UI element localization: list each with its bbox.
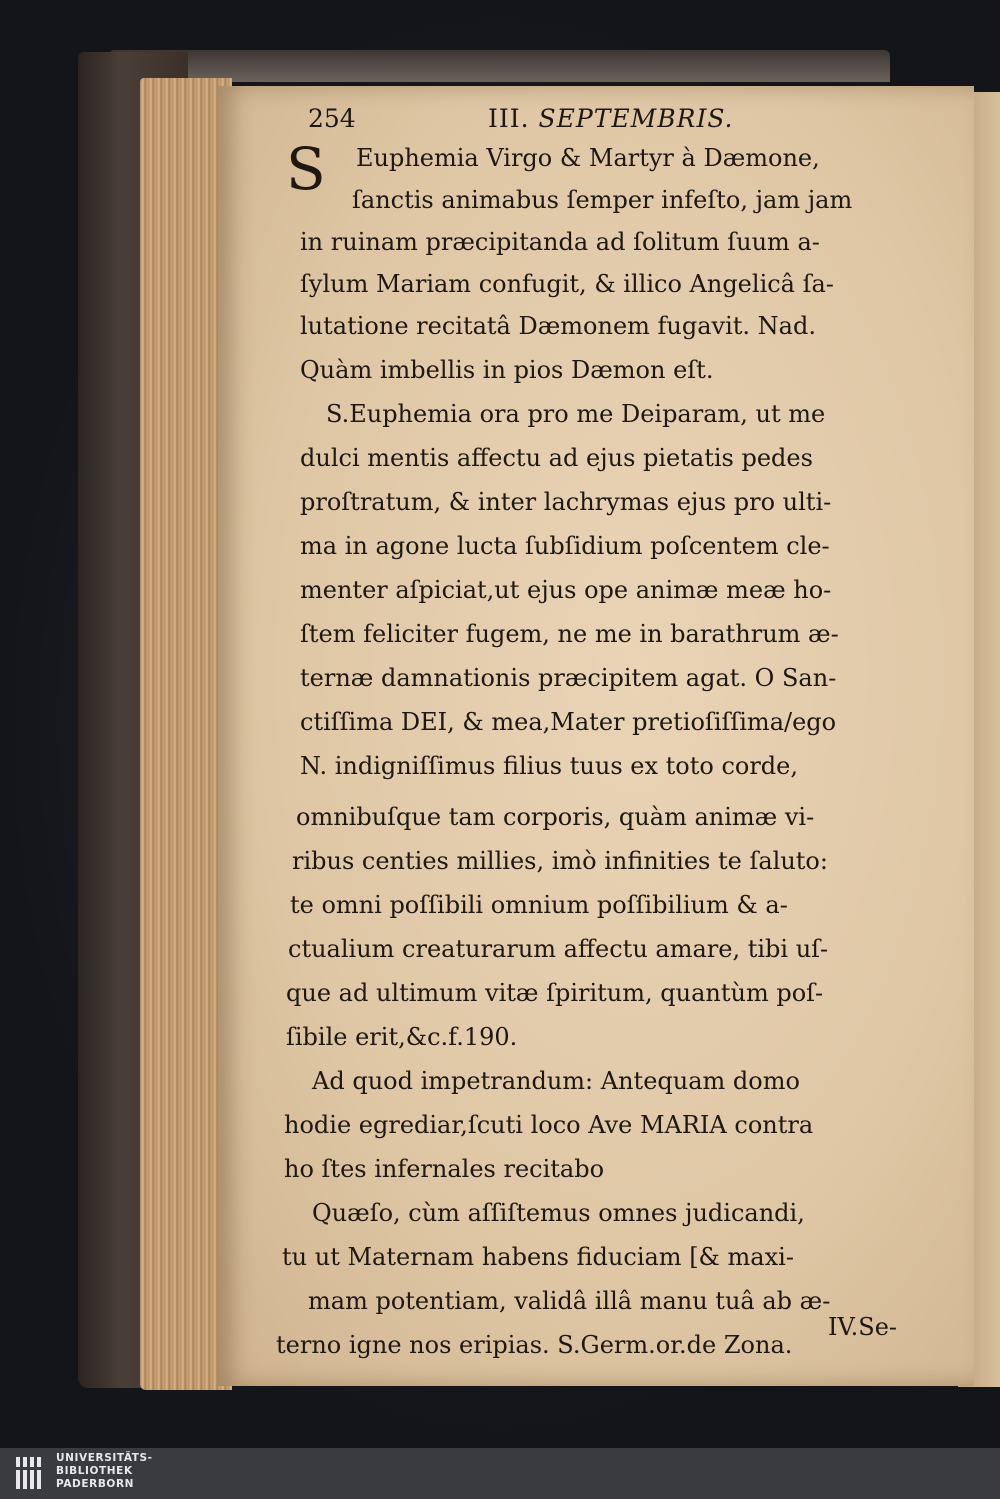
- drop-capital: S: [286, 135, 326, 203]
- text-line: proſtratum, & inter lachrymas ejus pro ulti-: [300, 488, 832, 516]
- text-line: ſylum Mariam confugit, & illico Angelicâ ſa-: [300, 270, 834, 298]
- text-line: omnibuſque tam corporis, quàm animæ vi-: [296, 803, 815, 831]
- text-line: tu ut Maternam habens fiduciam [& maxi-: [282, 1243, 794, 1271]
- page-number: 254: [308, 104, 356, 133]
- text-line: ſibile erit,&c.f.190.: [286, 1023, 518, 1051]
- library-name-line: UNIVERSITÄTS-: [56, 1452, 153, 1464]
- running-header-title: SEPTEMBRIS.: [538, 104, 734, 133]
- library-logo-icon: [14, 1455, 48, 1491]
- text-line: Quæſo, cùm aſſiſtemus omnes judicandi,: [312, 1199, 805, 1227]
- catchword: IV.Se-: [828, 1313, 897, 1341]
- text-line: ctualium creaturarum affectu amare, tibi uſ-: [288, 935, 829, 963]
- text-line: ho ſtes infernales recitabo: [284, 1155, 605, 1183]
- text-line: dulci mentis affectu ad ejus pietatis pedes: [300, 444, 813, 472]
- text-line: N. indigniſſimus filius tuus ex toto corde,: [300, 752, 798, 780]
- running-header: [488, 104, 734, 133]
- text-line: S.Euphemia ora pro me Deiparam, ut me: [326, 400, 826, 428]
- text-line: que ad ultimum vitæ ſpiritum, quantùm poſ-: [286, 979, 824, 1007]
- library-footer: [0, 1448, 1000, 1499]
- library-name: [56, 1452, 153, 1491]
- text-line: ſanctis animabus ſemper infeſto, jam jam: [352, 186, 853, 214]
- text-line: ternæ damnationis præcipitem agat. O San-: [300, 664, 837, 692]
- text-line: Ad quod impetrandum: Antequam domo: [312, 1067, 800, 1095]
- library-name-line: BIBLIOTHEK: [56, 1465, 133, 1477]
- text-line: te omni poſſibili omnium poſſibilium & a-: [290, 891, 788, 919]
- text-line: ribus centies millies, imò infinities te ſaluto:: [292, 847, 828, 875]
- library-name-line: PADERBORN: [56, 1478, 135, 1490]
- text-line: ma in agone lucta ſubſidium poſcentem cle-: [300, 532, 830, 560]
- text-line: lutatione recitatâ Dæmonem fugavit. Nad.: [300, 312, 816, 340]
- text-line: ctiſſima DEI, & mea,Mater pretioſiſſima/ego: [300, 708, 837, 736]
- running-header-roman: III.: [488, 104, 530, 133]
- text-line: terno igne nos eripias. S.Germ.or.de Zona.: [276, 1331, 793, 1359]
- text-line: in ruinam præcipitanda ad ſolitum ſuum a-: [300, 228, 820, 256]
- text-line: hodie egrediar,ſcuti loco Ave MARIA contra: [284, 1111, 814, 1139]
- text-line: ſtem feliciter fugem, ne me in barathrum æ-: [300, 620, 839, 648]
- text-line: Quàm imbellis in pios Dæmon eſt.: [300, 356, 714, 384]
- text-line: Euphemia Virgo & Martyr à Dæmone,: [356, 144, 820, 172]
- text-line: mam potentiam, validâ illâ manu tuâ ab æ-: [308, 1287, 831, 1315]
- text-line: menter aſpiciat,ut ejus ope animæ meæ ho-: [300, 576, 832, 604]
